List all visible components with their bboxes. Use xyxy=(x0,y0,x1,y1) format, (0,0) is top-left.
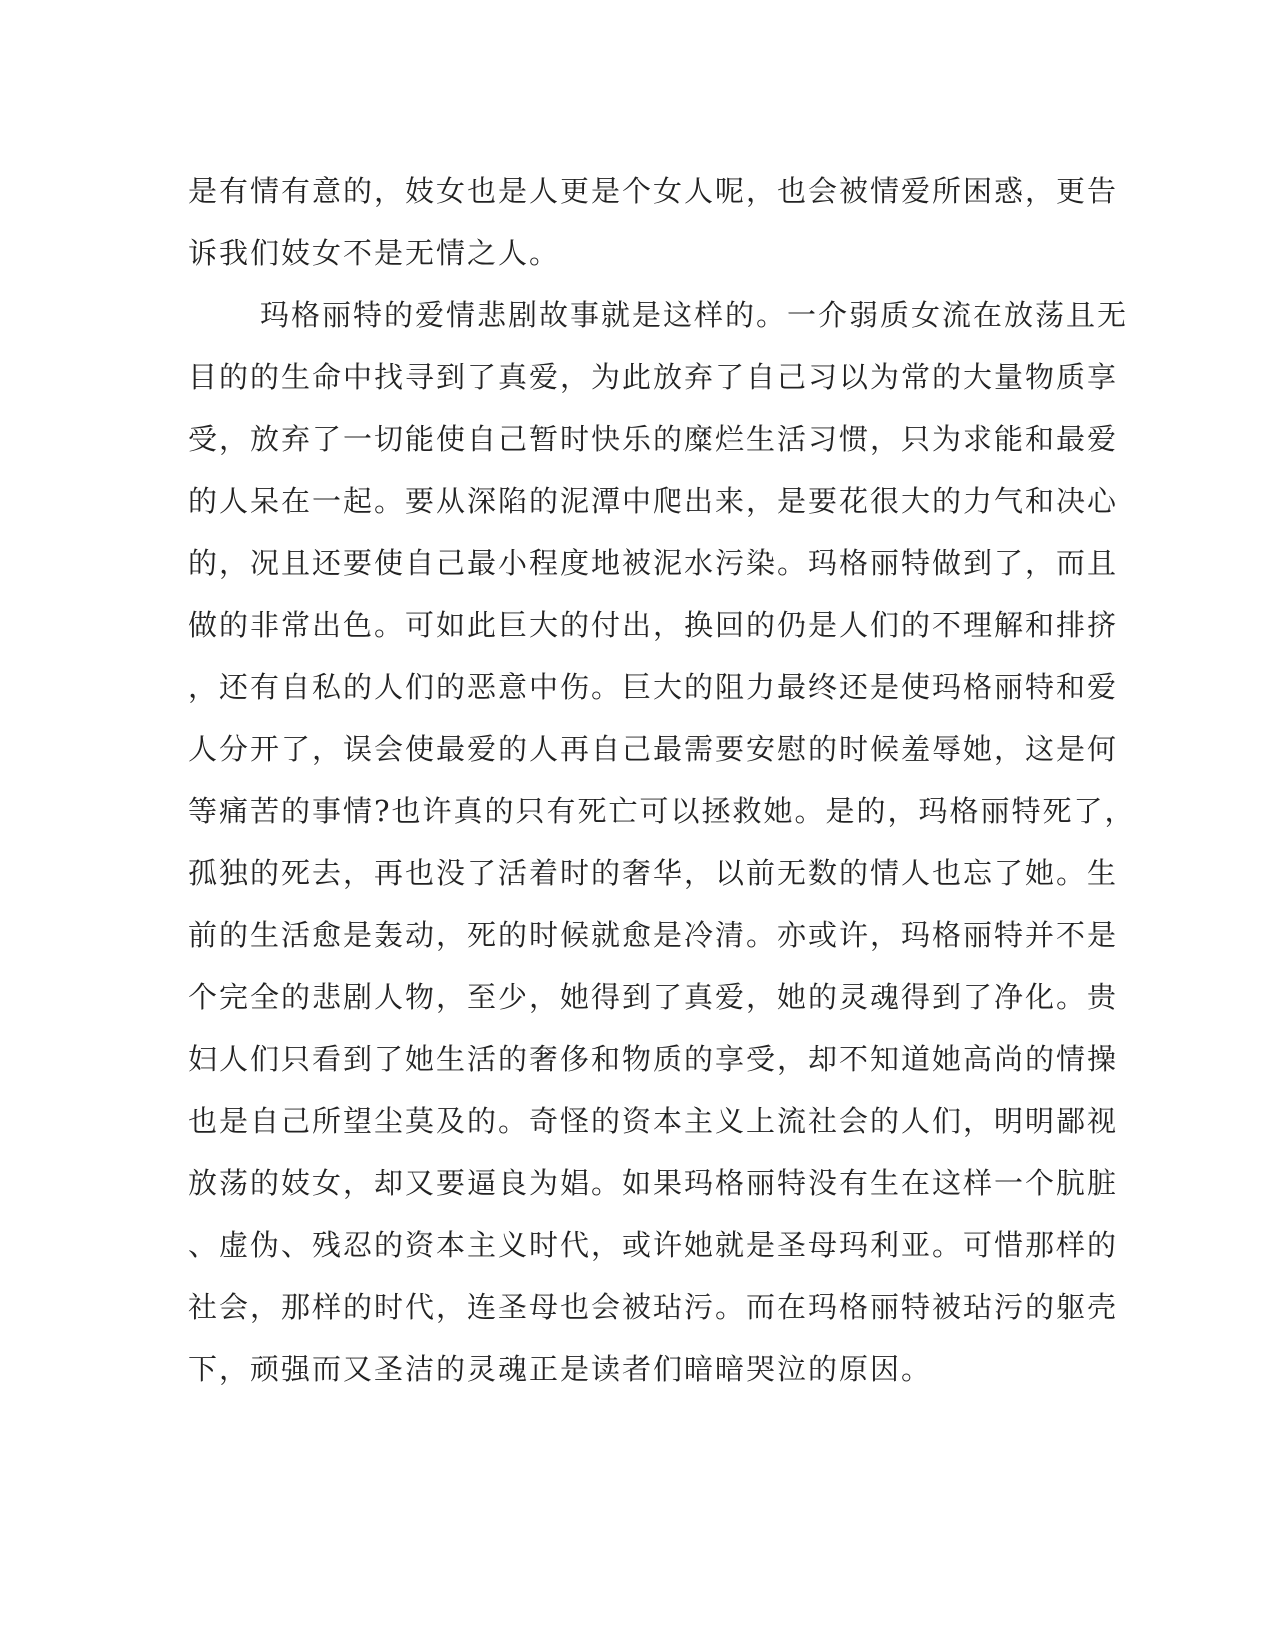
text-line: 等痛苦的事情?也许真的只有死亡可以拯救她。是的，玛格丽特死了， xyxy=(188,794,1136,828)
text-line: 下，顽强而又圣洁的灵魂正是读者们暗暗哭泣的原因。 xyxy=(188,1352,933,1386)
text-line: 个完全的悲剧人物，至少，她得到了真爱，她的灵魂得到了净化。贵 xyxy=(188,980,1119,1014)
text-line: ，还有自私的人们的恶意中伤。巨大的阻力最终还是使玛格丽特和爱 xyxy=(188,670,1119,704)
text-line: 受，放弃了一切能使自己暂时快乐的糜烂生活习惯，只为求能和最爱 xyxy=(188,422,1119,456)
text-line: 放荡的妓女，却又要逼良为娼。如果玛格丽特没有生在这样一个肮脏 xyxy=(188,1166,1119,1200)
text-line: 人分开了，误会使最爱的人再自己最需要安慰的时候羞辱她，这是何 xyxy=(188,732,1119,766)
body-text xyxy=(188,160,1136,1400)
text-line: 前的生活愈是轰动，死的时候就愈是冷清。亦或许，玛格丽特并不是 xyxy=(188,918,1119,952)
text-line: 、虚伪、残忍的资本主义时代，或许她就是圣母玛利亚。可惜那样的 xyxy=(188,1228,1119,1262)
text-line: 做的非常出色。可如此巨大的付出，换回的仍是人们的不理解和排挤 xyxy=(188,608,1119,642)
text-line-paragraph-start: 玛格丽特的爱情悲剧故事就是这样的。一介弱质女流在放荡且无 xyxy=(260,298,1129,332)
text-line: 孤独的死去，再也没了活着时的奢华，以前无数的情人也忘了她。生 xyxy=(188,856,1119,890)
text-line: 是有情有意的，妓女也是人更是个女人呢，也会被情爱所困惑，更告 xyxy=(188,174,1119,208)
text-line: 诉我们妓女不是无情之人。 xyxy=(188,236,561,270)
text-line: 妇人们只看到了她生活的奢侈和物质的享受，却不知道她高尚的情操 xyxy=(188,1042,1119,1076)
text-line: 的，况且还要使自己最小程度地被泥水污染。玛格丽特做到了，而且 xyxy=(188,546,1119,580)
text-line: 社会，那样的时代，连圣母也会被玷污。而在玛格丽特被玷污的躯壳 xyxy=(188,1290,1119,1324)
text-line: 目的的生命中找寻到了真爱，为此放弃了自己习以为常的大量物质享 xyxy=(188,360,1119,394)
text-line: 也是自己所望尘莫及的。奇怪的资本主义上流社会的人们，明明鄙视 xyxy=(188,1104,1119,1138)
text-line: 的人呆在一起。要从深陷的泥潭中爬出来，是要花很大的力气和决心 xyxy=(188,484,1119,518)
